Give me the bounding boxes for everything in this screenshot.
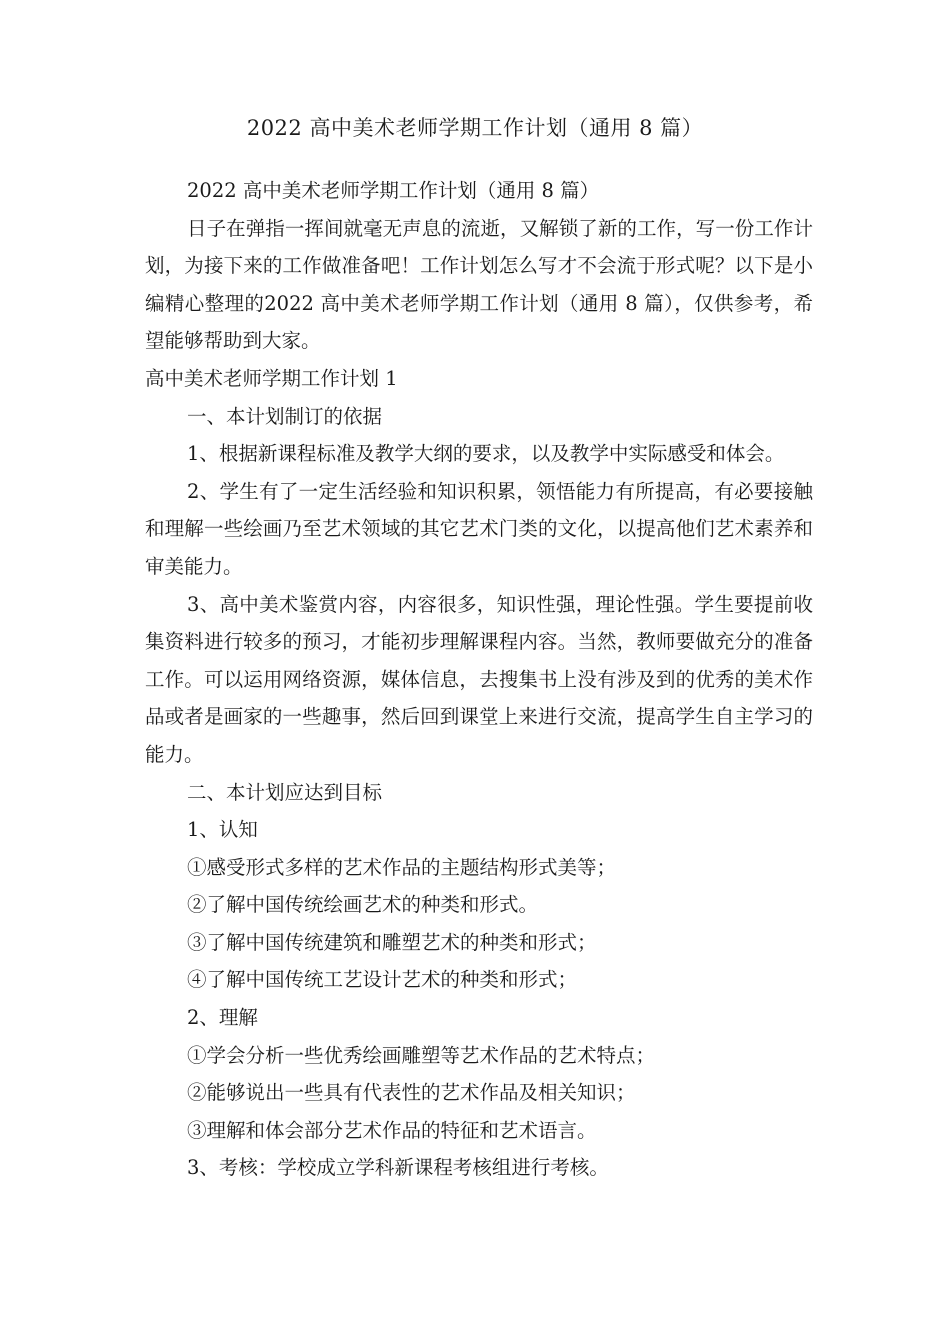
section-heading: 高中美术老师学期工作计划 1: [145, 366, 398, 390]
list-heading: 2、理解: [187, 1006, 258, 1030]
list-item: ②了解中国传统绘画艺术的种类和形式。: [187, 893, 539, 917]
list-item: ③理解和体会部分艺术作品的特征和艺术语言。: [187, 1118, 597, 1142]
list-item: ③了解中国传统建筑和雕塑艺术的种类和形式；: [187, 930, 597, 954]
paragraph: 3、高中美术鉴赏内容，内容很多，知识性强，理论性强。学生要提前收集资料进行较多的预习，才能初步理解课程内容。当然，教师要做充分的准备工作。可以运用网络资源，媒体信息，去搜集书上没有涉及到的优秀的美术作品或者是画家的一些趣事，然后回到课堂上来进行交流，提高学生自主学习的能力。: [145, 592, 813, 766]
list-heading: 3、考核：学校成立学科新课程考核组进行考核。: [187, 1156, 609, 1180]
paragraph: 2022 高中美术老师学期工作计划（通用 8 篇）: [187, 179, 600, 202]
subsection-heading: 一、本计划制订的依据: [187, 404, 383, 428]
list-heading: 1、认知: [187, 818, 258, 842]
list-item: ②能够说出一些具有代表性的艺术作品及相关知识；: [187, 1081, 636, 1105]
subsection-heading: 二、本计划应达到目标: [187, 780, 383, 804]
list-item: ①感受形式多样的艺术作品的主题结构形式美等；: [187, 855, 617, 879]
document-title: 2022 高中美术老师学期工作计划（通用 8 篇）: [246, 116, 704, 140]
paragraph: 2、学生有了一定生活经验和知识积累，领悟能力有所提高，有必要接触和理解一些绘画乃至艺术领域的其它艺术门类的文化，以提高他们艺术素养和审美能力。: [145, 479, 813, 578]
list-item: ④了解中国传统工艺设计艺术的种类和形式；: [187, 968, 578, 992]
list-item: ①学会分析一些优秀绘画雕塑等艺术作品的艺术特点；: [187, 1043, 656, 1067]
paragraph: 日子在弹指一挥间就毫无声息的流逝，又解锁了新的工作，写一份工作计划，为接下来的工作做准备吧！工作计划怎么写才不会流于形式呢？以下是小编精心整理的2022 高中美术老师学期工作计划（通用 8 篇），仅供参考，希望能够帮助到大家。: [145, 216, 813, 353]
paragraph: 1、根据新课程标准及教学大纲的要求，以及教学中实际感受和体会。: [187, 442, 785, 466]
document-body: [145, 172, 813, 1187]
